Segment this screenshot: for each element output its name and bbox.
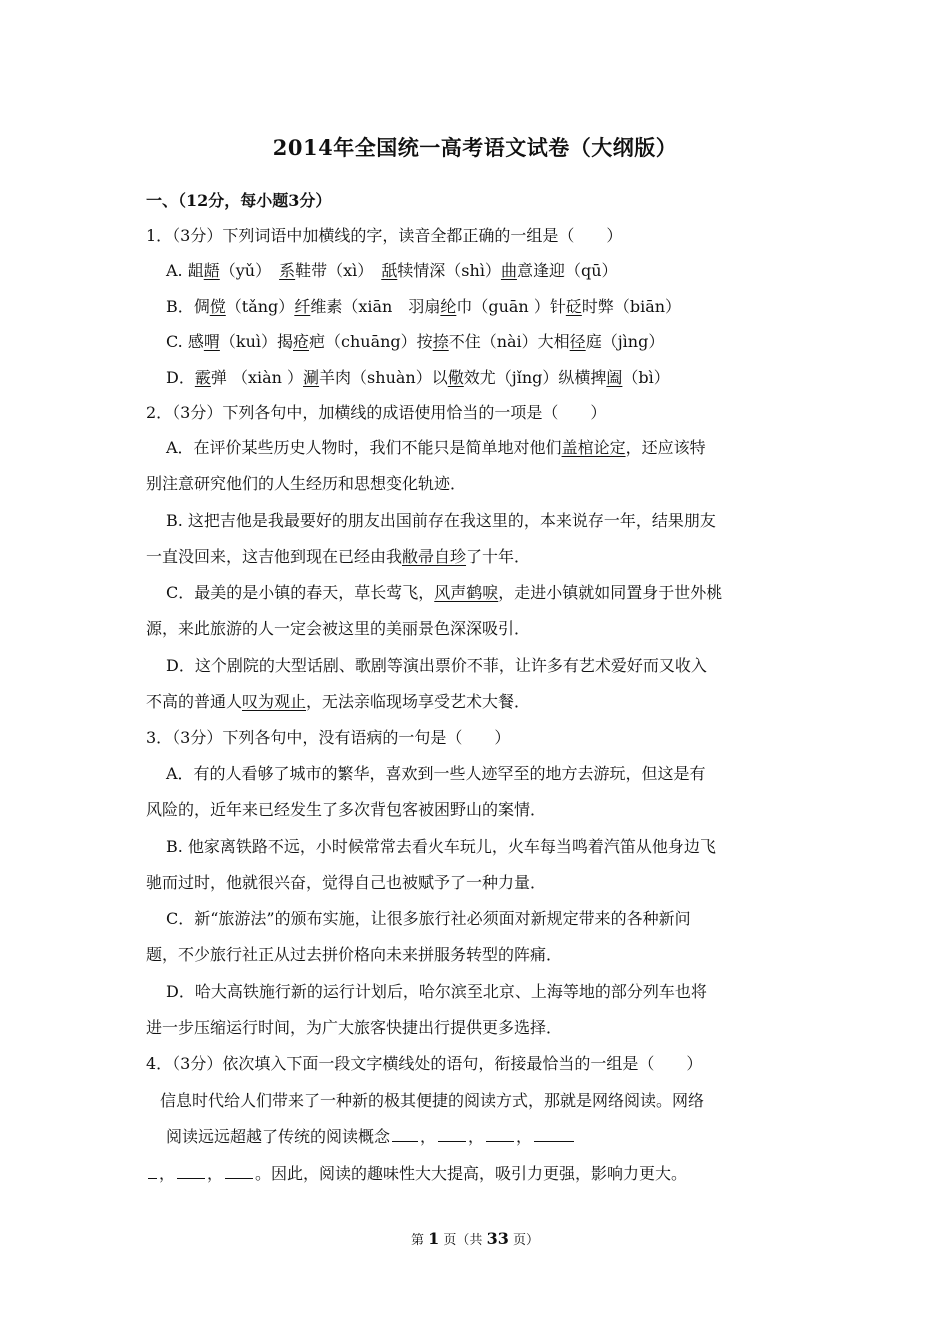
q3-option-d-line1: D．哈大高铁施行新的运行计划后，哈尔滨至北京、上海等地的部分列车也将 xyxy=(166,982,707,1001)
q3-option-b-line2: 驰而过时，他就很兴奋，觉得自己也被赋予了一种力量． xyxy=(146,873,547,892)
q2-option-c-line2: 源，来此旅游的人一定会被这里的美丽景色深深吸引． xyxy=(146,619,531,638)
q3-option-a-line2: 风险的，近年来已经发生了多次背包客被困野山的案情． xyxy=(146,800,547,819)
q4-passage-line1: 信息时代给人们带来了一种新的极其便捷的阅读方式，那就是网络阅读。网络 xyxy=(160,1091,705,1110)
q2-option-c-line1: C．最美的是小镇的春天，草长莺飞，风声鹤唳，走进小镇就如同置身于世外桃 xyxy=(166,583,723,602)
q3-stem: 3．（3分）下列各句中，没有语病的一句是（ ） xyxy=(146,728,511,747)
answer-blank-4b[interactable] xyxy=(148,1164,157,1179)
answer-blank-1[interactable] xyxy=(392,1127,418,1142)
answer-blank-6[interactable] xyxy=(225,1164,253,1179)
answer-blank-4a[interactable] xyxy=(534,1127,574,1142)
q3-option-c-line1: C．新“旅游法”的颁布实施，让很多旅行社必须面对新规定带来的各种新问 xyxy=(166,909,691,928)
page-title: 2014年全国统一高考语文试卷（大纲版） xyxy=(272,135,678,160)
answer-blank-2[interactable] xyxy=(438,1127,466,1142)
q1-option-c: C. 感喟（kuì）揭疮疤（chuāng）按捺不住（nài）大相径庭（jìng） xyxy=(166,332,665,351)
q3-option-d-line2: 进一步压缩运行时间，为广大旅客快捷出行提供更多选择． xyxy=(146,1018,563,1037)
q2-option-d-line1: D．这个剧院的大型话剧、歌剧等演出票价不菲，让许多有艺术爱好而又收入 xyxy=(166,656,707,675)
q3-option-b-line1: B. 他家离铁路不远，小时候常常去看火车玩儿，火车每当鸣着汽笛从他身边飞 xyxy=(166,837,716,856)
q3-option-c-line2: 题，不少旅行社正从过去拼价格向未来拼服务转型的阵痛． xyxy=(146,945,563,964)
q1-option-b: B．倜傥（tǎng）纤维素（xiān 羽扇纶巾（guān ）针砭时弊（biān） xyxy=(166,297,682,316)
q2-stem: 2．（3分）下列各句中，加横线的成语使用恰当的一项是（ ） xyxy=(146,403,607,422)
current-page-number: 1 xyxy=(428,1229,440,1248)
page-footer: 第 1 页（共 33 页） xyxy=(411,1229,539,1248)
q2-option-a-line2: 别注意研究他们的人生经历和思想变化轨迹． xyxy=(146,474,467,493)
q1-option-a: A. 龃龉（yǔ） 系鞋带（xì） 舐犊情深（shì）曲意逢迎（qū） xyxy=(166,261,618,280)
q4-passage-line2: 阅读远远超越了传统的阅读概念 ， ， ， xyxy=(166,1126,811,1148)
q1-stem: 1．（3分）下列词语中加横线的字，读音全都正确的一组是（ ） xyxy=(146,226,623,245)
answer-blank-5[interactable] xyxy=(177,1164,205,1179)
total-page-count: 33 xyxy=(486,1229,509,1248)
q2-option-d-line2: 不高的普通人叹为观止，无法亲临现场享受艺术大餐． xyxy=(146,692,531,711)
q2-option-b-line2: 一直没回来，这吉他到现在已经由我敝帚自珍了十年． xyxy=(146,547,531,566)
q2-option-b-line1: B. 这把吉他是我最要好的朋友出国前存在我这里的，本来说存一年，结果朋友 xyxy=(166,511,716,530)
answer-blank-3[interactable] xyxy=(486,1127,514,1142)
q4-stem: 4．（3分）依次填入下面一段文字横线处的语句，衔接最恰当的一组是（ ） xyxy=(146,1054,703,1073)
q4-passage-line3: ， ， 。因此，阅读的趣味性大大提高，吸引力更强，影响力更大。 xyxy=(146,1163,811,1185)
q1-option-d: D．霰弹 （xiàn ）涮羊肉（shuàn）以儆效尤（jǐng）纵横捭阖（bì） xyxy=(166,368,670,387)
section-heading: 一、（12分，每小题3分） xyxy=(146,191,332,210)
q2-option-a-line1: A．在评价某些历史人物时，我们不能只是简单地对他们盖棺论定，还应该特 xyxy=(166,438,706,457)
q3-option-a-line1: A．有的人看够了城市的繁华，喜欢到一些人迹罕至的地方去游玩，但这是有 xyxy=(166,764,706,783)
